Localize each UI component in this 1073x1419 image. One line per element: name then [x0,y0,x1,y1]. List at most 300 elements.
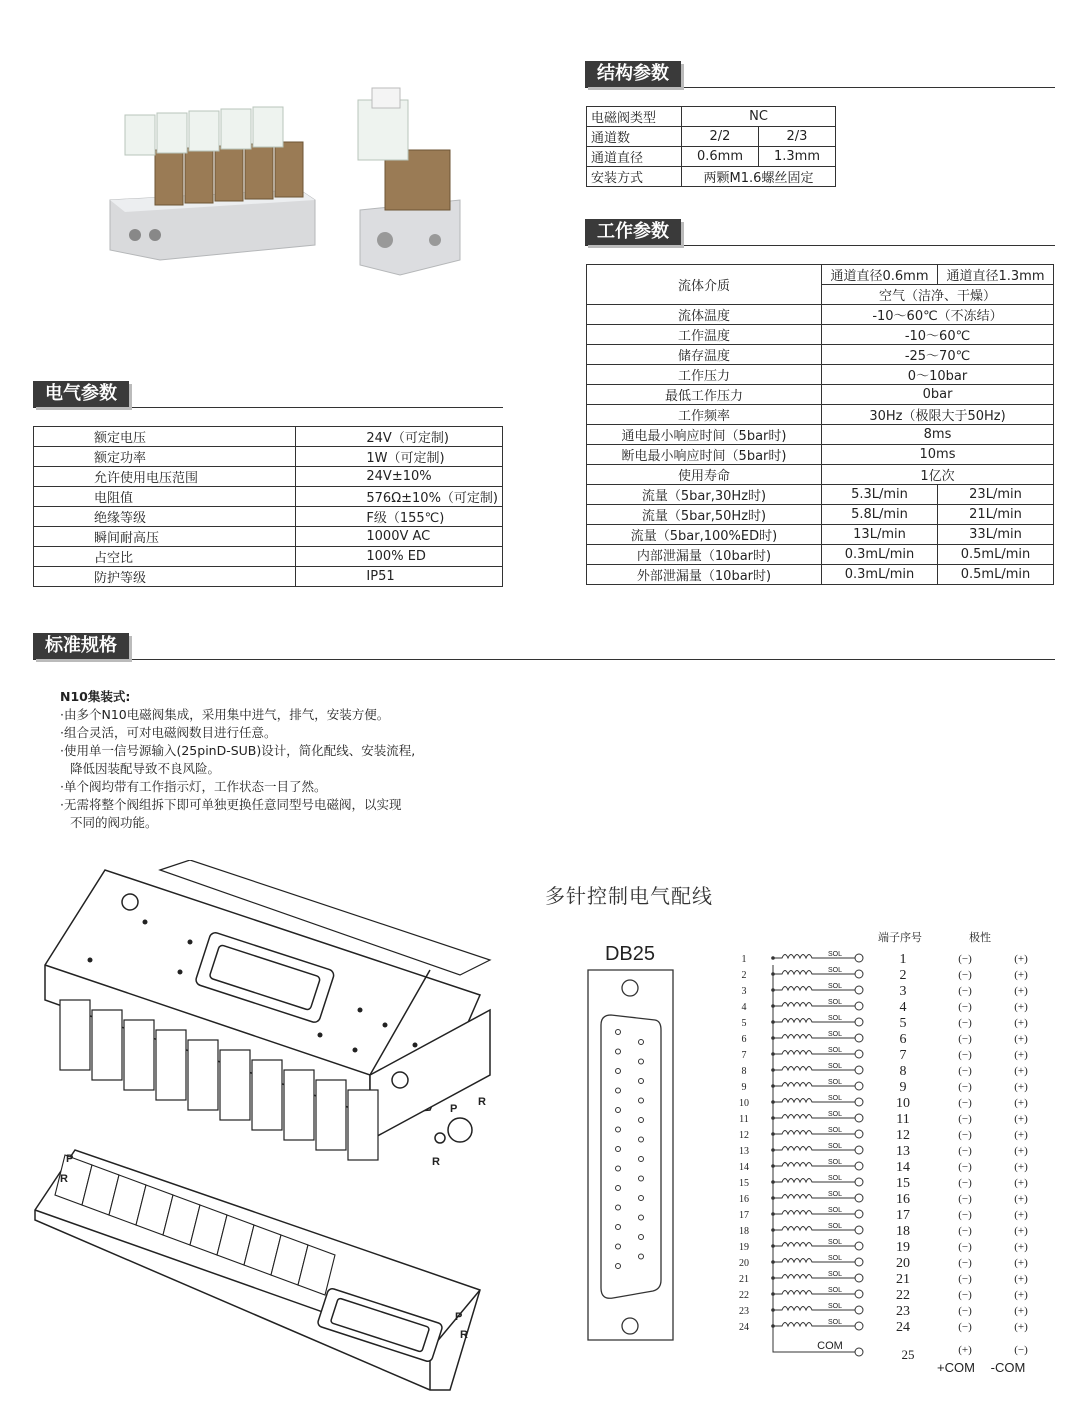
polarity-neg: (−) [958,1257,972,1269]
coil-line [773,1067,855,1071]
db25-pin [639,1137,644,1142]
wiring-title: 多针控制电气配线 [545,884,713,908]
polarity-pos: (+) [1014,1241,1028,1253]
terminal-number: 11 [896,1112,910,1127]
polarity-neg: (−) [958,1001,972,1013]
db25-pin [616,1108,621,1113]
elec-row-value: 24V（可定制) [296,427,503,447]
pin-left-number: 19 [739,1242,749,1253]
wiring-row [739,1223,1028,1239]
elec-row-label: 允许使用电压范围 [34,467,296,487]
coil-line [773,1291,855,1295]
work-row-value-13: 0.5mL/min [938,565,1054,585]
sol-label: SOL [827,951,843,958]
pin-left-number: 24 [739,1322,749,1333]
port-r-label-3: R [60,1173,68,1185]
coil-line [773,1179,855,1183]
wiring-row [742,967,1029,983]
elec-row-label: 防护等级 [34,567,296,587]
work-row-label: 通电最小响应时间（5bar时) [587,425,822,445]
polarity-pos: (+) [1014,1305,1028,1317]
work-row-label: 内部泄漏量（10bar时) [587,545,822,565]
elec-row-value: 1W（可定制) [296,447,503,467]
structure-table [586,106,836,187]
structure-section-header [585,61,1055,88]
terminal-number: 6 [899,1032,907,1047]
elec-row-value: IP51 [296,567,503,587]
work-row-value-06: 0.3mL/min [822,545,938,565]
sol-label: SOL [827,1191,843,1198]
work-row-value-06: 5.3L/min [822,485,938,505]
wiring-row [739,1191,1028,1207]
elec-row-label: 额定电压 [34,427,296,447]
work-row-label: 流量（5bar,30Hz时) [587,485,822,505]
plus-com-label: +COM [937,1360,975,1375]
terminal-number: 5 [899,1016,907,1031]
polarity-header: 极性 [969,932,991,944]
polarity-pos: (+) [1014,1129,1028,1141]
db25-pin [639,1254,644,1259]
db25-pin [616,1127,621,1132]
coil-line [773,1003,855,1007]
polarity-neg: (−) [958,1113,972,1125]
coil-line [773,1035,855,1039]
sol-label: SOL [827,967,843,974]
work-section-title: 工作参数 [585,219,681,245]
work-row-label: 最低工作压力 [587,385,822,405]
sol-label: SOL [827,1319,843,1326]
coil-line [773,1211,855,1215]
db25-pin [616,1088,621,1093]
coil-line [773,1307,855,1311]
wiring-row [739,1207,1028,1223]
work-row-value: 0～10bar [822,365,1054,385]
sol-label: SOL [827,1303,843,1310]
diameter-value-2: 1.3mm [759,147,836,167]
db25-pin [639,1040,644,1045]
db25-label: DB25 [604,943,656,965]
coil-line [773,1019,855,1023]
medium-label: 流体介质 [587,265,822,305]
work-row-label: 断电最小响应时间（5bar时) [587,445,822,465]
bullet-4: ·单个阀均带有工作指示灯，工作状态一目了然。 [60,779,327,794]
sol-label: SOL [827,1063,843,1070]
sol-label: SOL [827,1287,843,1294]
coil-line [773,1323,855,1327]
port-r-label-2: R [432,1156,440,1168]
port-r-label-1: R [478,1096,486,1108]
terminal-circle [855,1066,863,1074]
db25-pin [639,1098,644,1103]
pin-left-number: 20 [739,1258,749,1269]
work-row-value-06: 5.8L/min [822,505,938,525]
type-value: NC [682,107,836,127]
bullet-3-cont: 降低因装配导致不良风险。 [70,761,221,776]
polarity-pos: (+) [1014,1273,1028,1285]
polarity-neg: (−) [958,1273,972,1285]
db25-pin [639,1215,644,1220]
work-row-value: 8ms [822,425,1054,445]
structure-section-title: 结构参数 [585,61,681,87]
work-row-label: 流量（5bar,50Hz时) [587,505,822,525]
work-row-value: 1亿次 [822,465,1054,485]
bullet-2: ·组合灵活，可对电磁阀数目进行任意。 [60,725,277,740]
wiring-row [739,1159,1028,1175]
coil-line [773,1131,855,1135]
polarity-pos: (+) [1014,953,1028,965]
polarity-neg: (−) [958,1145,972,1157]
db25-pin [639,1059,644,1064]
db25-pin [616,1166,621,1171]
com-pos: (+) [958,1344,972,1356]
pin-left-number: 18 [739,1226,749,1237]
terminal-circle [855,1274,863,1282]
sol-label: SOL [827,1127,843,1134]
work-row-value-13: 33L/min [938,525,1054,545]
work-row-label: 储存温度 [587,345,822,365]
terminal-number: 19 [896,1240,910,1255]
col-diameter-06: 通道直径0.6mm [822,265,938,285]
terminal-circle [855,1178,863,1186]
manifold-drawing [30,860,510,1400]
port-p-label-2: P [66,1153,74,1165]
terminal-circle [855,1130,863,1138]
terminal-circle [855,1034,863,1042]
wiring-row [742,951,1029,967]
electrical-table [33,426,503,587]
polarity-neg: (−) [958,1305,972,1317]
terminal-number: 20 [896,1256,910,1271]
work-row-value-13: 21L/min [938,505,1054,525]
pin-left-number: 7 [741,1050,747,1061]
db25-pin [616,1205,621,1210]
elec-row-value: 576Ω±10%（可定制) [296,487,503,507]
elec-row-label: 瞬间耐高压 [34,527,296,547]
coil-line [773,1051,855,1055]
work-row-value-06: 0.3mL/min [822,565,938,585]
db25-pin [639,1118,644,1123]
terminal-circle [855,1082,863,1090]
pin-left-number: 10 [739,1098,749,1109]
terminal-number: 2 [899,968,907,983]
pin-left-number: 13 [739,1146,749,1157]
polarity-pos: (+) [1014,1113,1028,1125]
work-row-value: -10～60℃（不冻结） [822,305,1054,325]
terminal-number: 14 [896,1160,910,1175]
electrical-section-header [33,381,503,408]
wiring-row [742,1047,1029,1063]
polarity-pos: (+) [1014,1177,1028,1189]
wiring-row [739,1127,1028,1143]
work-row-label: 流量（5bar,100%ED时) [587,525,822,545]
polarity-neg: (−) [958,953,972,965]
terminal-number: 13 [896,1144,910,1159]
terminal-number: 8 [899,1064,907,1079]
wiring-row [739,1239,1028,1255]
polarity-pos: (+) [1014,1209,1028,1221]
terminal-number: 7 [899,1048,907,1063]
polarity-neg: (−) [958,1081,972,1093]
wiring-row [739,1175,1028,1191]
terminal-circle [855,1146,863,1154]
pin-left-number: 5 [741,1018,747,1029]
polarity-pos: (+) [1014,1257,1028,1269]
polarity-neg: (−) [958,985,972,997]
terminal-circle [855,970,863,978]
polarity-pos: (+) [1014,969,1028,981]
coil-line [773,1147,855,1151]
terminal-circle [855,1226,863,1234]
coil-line [773,971,855,975]
polarity-neg: (−) [958,1065,972,1077]
wiring-diagram [730,925,1060,1385]
db25-pin [616,1264,621,1269]
channels-value-1: 2/2 [682,127,759,147]
polarity-pos: (+) [1014,1161,1028,1173]
sol-label: SOL [827,983,843,990]
coil-line [773,1275,855,1279]
sol-label: SOL [827,1207,843,1214]
wiring-row [739,1143,1028,1159]
work-row-label: 工作压力 [587,365,822,385]
polarity-neg: (−) [958,1289,972,1301]
terminal-number: 9 [899,1080,907,1095]
diameter-value-1: 0.6mm [682,147,759,167]
wiring-row [739,1287,1028,1303]
polarity-pos: (+) [1014,1289,1028,1301]
sol-label: SOL [827,1239,843,1246]
polarity-neg: (−) [958,1225,972,1237]
terminal-circle [855,1290,863,1298]
db25-pin [639,1196,644,1201]
terminal-circle [855,1210,863,1218]
mount-label: 安装方式 [587,167,682,187]
standard-title: N10集装式: [60,689,131,704]
sol-label: SOL [827,1271,843,1278]
com-label: COM [817,1340,843,1352]
polarity-pos: (+) [1014,1145,1028,1157]
standard-description [60,688,415,832]
sol-label: SOL [827,1047,843,1054]
polarity-neg: (−) [958,1177,972,1189]
wiring-row [739,1095,1028,1111]
db25-pin [616,1244,621,1249]
sol-label: SOL [827,999,843,1006]
terminal-circle [855,1322,863,1330]
polarity-neg: (−) [958,1321,972,1333]
polarity-pos: (+) [1014,1033,1028,1045]
terminal-number: 21 [896,1272,910,1287]
sol-label: SOL [827,1143,843,1150]
coil-line [773,1243,855,1247]
terminal-circle [855,954,863,962]
sol-label: SOL [827,1111,843,1118]
port-p-label-3: P [455,1311,463,1323]
terminal-number: 12 [896,1128,910,1143]
work-row-value: 10ms [822,445,1054,465]
elec-row-label: 占空比 [34,547,296,567]
wiring-row [742,999,1029,1015]
diameter-label: 通道直径 [587,147,682,167]
elec-row-label: 绝缘等级 [34,507,296,527]
pin-left-number: 23 [739,1306,749,1317]
channels-label: 通道数 [587,127,682,147]
terminal-circle [855,1050,863,1058]
pin-left-number: 21 [739,1274,749,1285]
sol-label: SOL [827,1175,843,1182]
sol-label: SOL [827,1095,843,1102]
elec-row-value: 1000V AC [296,527,503,547]
work-row-value: 0bar [822,385,1054,405]
polarity-neg: (−) [958,1209,972,1221]
db25-connector [583,930,678,1350]
wiring-row [742,1063,1029,1079]
bullet-5: ·无需将整个阀组拆下即可单独更换任意同型号电磁阀，以实现 [60,797,402,812]
standard-section-header [33,633,1055,660]
polarity-neg: (−) [958,969,972,981]
polarity-neg: (−) [958,1193,972,1205]
terminal-circle [855,986,863,994]
terminal-number: 1 [899,952,907,967]
work-row-label: 工作温度 [587,325,822,345]
db25-pin [616,1049,621,1054]
wiring-row [742,1015,1029,1031]
work-row-value-13: 0.5mL/min [938,545,1054,565]
work-section-header [585,219,1055,246]
polarity-pos: (+) [1014,1001,1028,1013]
pin-left-number: 8 [741,1066,747,1077]
polarity-pos: (+) [1014,1193,1028,1205]
port-p-label-1: P [450,1103,458,1115]
pin-left-number: 9 [741,1082,747,1093]
terminal-number: 15 [896,1176,910,1191]
com-number: 25 [901,1347,915,1362]
pin-left-number: 15 [739,1178,749,1189]
port-r-label-4: R [460,1329,468,1341]
polarity-neg: (−) [958,1049,972,1061]
elec-row-value: 100% ED [296,547,503,567]
coil-line [773,1163,855,1167]
terminal-header: 端子序号 [878,932,922,944]
valve-photo [100,70,480,290]
standard-section-title: 标准规格 [33,633,129,659]
wiring-row [739,1303,1028,1319]
mount-value: 两颗M1.6螺丝固定 [682,167,836,187]
terminal-number: 10 [896,1096,910,1111]
terminal-number: 16 [896,1192,910,1207]
work-row-value-06: 13L/min [822,525,938,545]
pin-left-number: 3 [741,986,747,997]
coil-line [773,1259,855,1263]
work-row-label: 使用寿命 [587,465,822,485]
terminal-number: 24 [896,1320,910,1335]
terminal-number: 22 [896,1288,910,1303]
work-row-value: -10～60℃ [822,325,1054,345]
terminal-number: 18 [896,1224,910,1239]
coil-line [773,1083,855,1087]
db25-pin [639,1235,644,1240]
pin-left-number: 4 [741,1002,747,1013]
elec-row-label: 电阻值 [34,487,296,507]
polarity-pos: (+) [1014,985,1028,997]
polarity-neg: (−) [958,1097,972,1109]
work-row-label: 外部泄漏量（10bar时) [587,565,822,585]
channels-value-2: 2/3 [759,127,836,147]
terminal-circle [855,1114,863,1122]
pin-left-number: 16 [739,1194,749,1205]
terminal-circle [855,1306,863,1314]
polarity-pos: (+) [1014,1321,1028,1333]
terminal-circle [855,1018,863,1026]
db25-pin [639,1176,644,1181]
coil-line [773,955,855,959]
db25-pin [616,1225,621,1230]
sol-label: SOL [827,1031,843,1038]
terminal-circle [855,1194,863,1202]
db25-pin [616,1186,621,1191]
polarity-neg: (−) [958,1241,972,1253]
bullet-1: ·由多个N10电磁阀集成，采用集中进气，排气，安装方便。 [60,707,390,722]
work-row-value-13: 23L/min [938,485,1054,505]
sol-label: SOL [827,1223,843,1230]
pin-left-number: 22 [739,1290,749,1301]
work-row-value: 30Hz（极限大于50Hz) [822,405,1054,425]
junction-dot [771,956,775,960]
wiring-row [739,1319,1028,1335]
work-table [586,264,1054,585]
polarity-pos: (+) [1014,1017,1028,1029]
db25-pin [639,1157,644,1162]
coil-line [773,1115,855,1119]
terminal-circle [855,1002,863,1010]
polarity-neg: (−) [958,1033,972,1045]
wiring-row [742,1031,1029,1047]
terminal-number: 23 [896,1304,910,1319]
bullet-3: ·使用单一信号源输入(25pinD-SUB)设计，简化配线、安装流程, [60,743,416,758]
type-label: 电磁阀类型 [587,107,682,127]
wiring-row [739,1111,1028,1127]
db25-pin [639,1079,644,1084]
wiring-row [739,1271,1028,1287]
electrical-section-title: 电气参数 [33,381,129,407]
db25-pin [616,1147,621,1152]
sol-label: SOL [827,1015,843,1022]
polarity-pos: (+) [1014,1065,1028,1077]
polarity-pos: (+) [1014,1049,1028,1061]
terminal-circle [855,1162,863,1170]
coil-line [773,1227,855,1231]
terminal-number: 4 [899,1000,907,1015]
work-row-value: -25～70℃ [822,345,1054,365]
terminal-circle [855,1258,863,1266]
polarity-pos: (+) [1014,1097,1028,1109]
wiring-row [742,1079,1029,1095]
polarity-neg: (−) [958,1161,972,1173]
elec-row-label: 额定功率 [34,447,296,467]
sol-label: SOL [827,1079,843,1086]
pin-left-number: 6 [741,1034,747,1045]
sol-label: SOL [827,1159,843,1166]
terminal-circle [855,1242,863,1250]
db25-pin [616,1069,621,1074]
elec-row-value: 24V±10% [296,467,503,487]
pin-left-number: 11 [739,1114,749,1125]
terminal-number: 17 [896,1208,910,1223]
coil-line [773,1195,855,1199]
pin-left-number: 1 [741,954,747,965]
wiring-row [742,983,1029,999]
coil-line [773,987,855,991]
